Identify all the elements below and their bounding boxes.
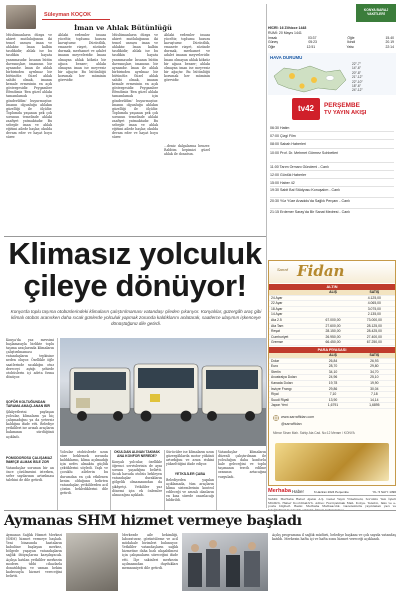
prayer-badge <box>356 4 396 22</box>
prayer-box <box>268 4 396 52</box>
tv-schedule-item: 21:15 Erdemer Saray'da Bir Sanat Medresi - Canlı <box>270 210 350 215</box>
date-hijri: HİCRİ: 16 Zilhicce 1448 <box>268 26 307 30</box>
weather-map <box>270 62 350 94</box>
fx-table-row: Euro 28,70 29,80 <box>269 364 395 370</box>
column-section <box>4 4 232 236</box>
globe-icon <box>273 415 279 421</box>
sun-icon <box>299 83 304 88</box>
prayer-table <box>268 36 394 49</box>
imprint-brand-suffix: Haber <box>292 489 304 494</box>
fx-table-row: Riyal 7,10 7,18 <box>269 392 395 398</box>
gold-table-row: Reşat 28.150,00 28.425,00 <box>269 329 395 335</box>
story-col4-text-2: Belediyeden yapılan açıklamada, tüm araçların klima sistemlerinin kontrol edileceği ve arızalı olanların en kısa sürede onarılacağı bildirildi. <box>166 478 214 503</box>
gold-table-row: 22 Ayar 4.065,00 <box>269 301 395 307</box>
story-text-2: Şikâyetlerini paylaşan yolcular, klimaların ya hiç çalışmadığını ya da yetersiz kaldığını ifade etti. Belediye yetkilileri ise arızalı araçların bakımının sürdüğünü açıkladı. <box>6 410 54 439</box>
column-text-3: Müslümanların dünya ve ahiret mutluluğunun iki temel unsuru iman ve ahlaktır. İman kalbin tasdikidir; ahlak ise bu tasdikin hayata yansımasıdır. İnsanın bütün davranışları imanının bir aynasıdır. İman ile ahlak birbirinden ayrılmaz bir bütündür. Güzel ahlak sahibi olmak, imanın kemale ermesinin en açık göstergesidir. Peygamber Efendimiz 'Ben güzel ahlakı tamamlamak için gönderildim' buyurmuştur. İmanın olgunluğu ahlakın güzelliği ile ölçülür. Toplumda yaşanan pek çok sorunun temelinde ahlaki zaafiyet yatmaktadır. Bu sebeple iman ve ahlak eğitimi ailede başlar, okulda devam eder ve hayat boyu sürer. <box>112 33 158 140</box>
gold-table-row: Gremse 66.450,00 67.250,00 <box>269 340 395 346</box>
gold-brand-small: Sarraf <box>277 267 288 272</box>
story-subhead-2: POMODOROSU ÇALIŞAMAZ İNMEÇE ALMAK BİLE ZOR <box>6 456 53 465</box>
headline-deck: Konya'da toplu taşıma otobüslerindeki klimaların çalıştırılmaması vatandaşı çileden çıkarıyor. Konyalılar, güzergâh araç gibi klimalı otobüs aranırken daha sıcak günlerde yolculuk yapmak zorunda kaldıklarını anlatarak, saatlerce ulaşımın işkenceye dönüştüğünü dile getirdi. <box>10 309 262 327</box>
story-text-1: Konya'da yaz mevsimi başlamasıyla birlikte toplu taşıma araçlarında klimaların çalıştırılmaması vatandaşların tepkisine neden oluyor. Özellikle öğle saatlerinde sıcaklığın otuz dereceyi aştığı şehirde otobüslerin içi adeta fırına dönüyor. <box>6 338 54 379</box>
fx-table-row: Dolar 26,84 26,93 <box>269 359 395 365</box>
story-col3-subhead: OKULDAN ALINAN TAKMAK ANA KONFOR NEREDE? <box>114 450 160 459</box>
weather-title: HAVA DURUMU <box>270 55 303 60</box>
sun-icon <box>289 73 295 79</box>
tv-schedule-item: 20:30 Yüz Yüze Anadolu'da Sağlık Perçanı - Canlı <box>270 198 394 209</box>
tv-schedule <box>270 124 394 220</box>
headline-line-1: Klimasız yolculuk <box>8 236 262 271</box>
fx-title: PARA PİYASASI <box>269 347 395 353</box>
author-name: Süleyman KOÇOK <box>44 12 92 18</box>
fx-table-row: İsviçre Frangı 29,86 30,04 <box>269 387 395 393</box>
column-text-1: Müslümanların dünya ve ahiret mutluluğunun iki temel unsuru iman ve ahlaktır. İman kalbin tasdikidir; ahlak ise bu tasdikin hayata yansımasıdır. İnsanın bütün davranışları imanının bir aynasıdır. İman ile ahlak birbirinden ayrılmaz bir bütündür. Güzel ahlak sahibi olmak, imanın kemale ermesinin en açık göstergesidir. Peygamber Efendimiz 'Ben güzel ahlakı tamamlamak için gönderildim' buyurmuştur. İmanın olgunluğu ahlakın güzelliği ile ölçülür. Toplumda yaşanan pek çok sorunun temelinde ahlaki zaafiyet yatmaktadır. Bu sebeple iman ve ahlak eğitimi ailede başlar, okulda devam eder ve hayat boyu sürer. <box>6 33 52 140</box>
imprint-text: Sahibi: Merhaba Haber Ajansı A.Ş. Genel Yayın Yönetmeni, Sorumlu Yazı İşleri Müdürü, Haber Koordinatörü. Adres: Fevziçakmak Mah. Konya. Telefon, faks ve e-posta bilgileri. Baskı: Merhaba Matbaacılık. Gazetemizde yayınlanan yazı ve fotoğrafların her hakkı saklıdır. İzinsiz kullanılamaz. <box>268 497 396 513</box>
fx-table-row: Suudi Riyali 13,90 14,14 <box>269 398 395 404</box>
bottom-text-1: Aymanas Sağlık Hizmet Merkezi (SHM) hizmet vermeye başladı. Yeni binasında hastaların kabulüne başlayan merkez, bölgede yaşayan vatandaşların sağlık ihtiyaçlarını karşılayacak. Açılışa katılan yetkililer merkezin modern tıbbi cihazlarla donatıldığını ve uzman hekim kadrosuyla hizmet vereceğini belirtti. <box>6 533 62 578</box>
tv-label: TV YAYIN AKIŞI <box>324 110 367 116</box>
imprint-date: 6 Haziran 2024 Perşembe <box>314 490 349 494</box>
tv-logo: tv42 <box>292 98 320 120</box>
column-divider <box>266 4 267 508</box>
cloud-icon <box>326 76 334 81</box>
column-divider <box>216 450 217 510</box>
column-divider <box>110 450 111 510</box>
column-text-2: Ahlaki erdemler insanı yüceltir, toplumu huzura kavuşturur. Dürüstlük, emanete riayet, sözünde durmak, merhamet ve adalet imanın meyveleridir. İmanı olmayan ahlak köksüz bir ağaca benzer; ahlakı olmayan iman ise meyvesiz bir ağaçtır. Bu bütünlüğü korumak her müminin görevidir. <box>58 33 106 83</box>
imprint-issue: YIL: 5 SAYI: 1396 <box>372 490 396 494</box>
headline-line-2: çileye dönüyor! <box>23 268 247 303</box>
gold-table-row: Ata 2.5 67.000,00 73.000,00 <box>269 318 395 324</box>
gold-table-row: Cumhuriyet 26.950,00 27.400,00 <box>269 335 395 341</box>
story-col5-text: Vatandaşlar klimaların düzenli çalıştırılması ile yolculuğun daha konforlu hale geleceğini ve toplu taşımanın tercih edilme oranının artacağını vurguladı. <box>218 450 266 479</box>
tv-schedule-item: 19:30 Sabit Bal Stüdyosu Konuşalım - Canlı <box>270 187 394 198</box>
gold-table-row: Ata Tam 27.600,00 28.125,00 <box>269 324 395 330</box>
gold-table-header: ALIŞ SATIŞ <box>269 290 395 296</box>
column-text-5: ...deniz dalgalarına benzer. Rabbim hepimizi güzel ahlak ile donatsın. <box>164 144 210 157</box>
gold-social[interactable]: @sarraffidan <box>281 422 302 426</box>
gold-title: ALTIN <box>269 284 395 290</box>
column-title: İman ve Ahlak Bütünlüğü <box>74 24 172 32</box>
bus-illustration <box>60 338 266 446</box>
bottom-text-2: Merkezde aile hekimliği, laboratuvar, görüntüleme ve acil müdahale birimleri bulunuyor. Yetkililer vatandaşların sağlık hizmetine daha hızlı ulaşabilmesi için çalışmaların süreceğini ifade etti. İlçe sakinleri merkezin açılmasından duydukları memnuniyeti dile getirdi. <box>122 533 178 570</box>
bottom-photo-illustration <box>182 533 268 591</box>
tv-day: PERŞEMBE <box>324 102 360 109</box>
gold-image <box>275 443 389 481</box>
story-col4-subhead: YETKİLİLER ÇABA <box>174 472 206 476</box>
bottom-photo-1 <box>66 533 118 591</box>
prayer-badge-line2: VAKİTLERİ <box>367 12 385 16</box>
gold-ad-header <box>269 261 395 283</box>
imprint-brand: Merhaba <box>268 488 292 494</box>
fx-table-row: Japon Yeni 1,6791 1,6895 <box>269 403 395 409</box>
gold-table-row: 14 Ayar 2.135,00 <box>269 312 395 318</box>
bottom-headline: Aymanas SHM hizmet vermeye başladı <box>4 512 302 529</box>
bottom-text-3: Açılış programına il sağlık müdürü, belediye başkanı ve çok sayıda vatandaş katıldı. Merkezin hafta içi ve hafta sonu hizmet vereceği açıklandı. <box>272 533 396 542</box>
prayer-row: Güneş 05:23 İkindi 20.19 <box>268 40 394 45</box>
tv-schedule-item: 08:00 Sabah Haberleri <box>270 140 394 148</box>
author-rule <box>42 19 110 20</box>
gold-ad <box>268 260 396 486</box>
gold-ad-footer <box>269 411 395 485</box>
prayer-row: Öğle 12:51 Yatsı 22:14 <box>268 44 394 49</box>
tv-schedule-item: 15:00 Haber 42 <box>270 179 394 187</box>
date-rumi: RUMİ: 20 Mayıs 1441 <box>268 31 302 35</box>
section-divider <box>4 510 396 511</box>
tv-schedule-item: 10:00 Prof. Dr. Mehmet Görmez Sohbetleri <box>270 149 394 163</box>
story-col3-text: Konyalı yolcular, özellikle öğrenci servislerinin de aynı sorunu yaşadığını belirtti. Sıcak havada otobüs bekleyen vatandaşlar durakların gölgelik olmamasından da şikâyetçi. Yetkililer yaz dönemi için ek önlemler alınacağını açıkladı. <box>112 460 162 497</box>
weather-box <box>268 53 396 95</box>
gold-table <box>269 290 395 346</box>
gold-table-row: 18 Ayar 3.075,00 <box>269 307 395 313</box>
tv-schedule-item: 06:30 Hatim <box>270 124 394 132</box>
fx-table-header: ALIŞ SATIŞ <box>269 353 395 359</box>
fx-table-row: Sterlin 34,10 34,70 <box>269 370 395 376</box>
main-headline <box>4 238 266 306</box>
gold-website[interactable]: www.sarraffidan.com <box>281 415 315 419</box>
author-photo <box>6 5 36 29</box>
gold-brand: Fidan <box>297 262 345 280</box>
tv-schedule-item: 11:00 Tarım Ormanı Gündemi - Canlı <box>270 163 394 171</box>
column-divider <box>164 450 165 510</box>
tv-schedule-item: 07:00 Çizgi Film <box>270 132 394 140</box>
weather-temps: 22°-7° 14°-6° 20°-8° 21°-12° 22°-10° 18°-6° 24°-12° <box>352 62 363 93</box>
story-text-3: Vatandaşlar sorunun bir an önce çözülmesini isterken, sefer sayılarının artırılması talebini de dile getirdi. <box>6 466 54 483</box>
prayer-row: İmsak 03:37 Öğle 15.40 <box>268 36 394 40</box>
fx-table <box>269 353 395 409</box>
story-subhead-1: ŞOFÖR KOLTUĞUNDAN TARAMA AMAÇLANAN BİR <box>6 400 50 409</box>
story-col4-text: Sürücüler ise klimaların uzun güzergâhlarda motor yükünü artırdığını ve arıza riskini yükselttiğini ifade ediyor. <box>166 450 214 467</box>
column-text-4: Ahlaki erdemler insanı yüceltir, toplumu huzura kavuşturur. Dürüstlük, emanete riayet, sözünde durmak, merhamet ve adalet imanın meyveleridir. İmanı olmayan ahlak köksüz bir ağaca benzer; ahlakı olmayan iman ise meyvesiz bir ağaçtır. Bu bütünlüğü korumak her müminin görevidir. <box>164 33 210 83</box>
bus-photo <box>60 338 266 446</box>
sun-icon <box>311 77 317 83</box>
column-divider <box>57 338 58 510</box>
bottom-photo-2 <box>182 533 268 591</box>
prayer-badge-line1: KONYA BARAJ <box>363 8 389 12</box>
section-divider <box>4 236 266 237</box>
fx-table-row: Avustralya Doları 24,96 25,10 <box>269 375 395 381</box>
gold-address: Mimar Sinan Mah. Sahip Ata Cad. No:12 Meram / KONYA <box>273 431 355 435</box>
tv-schedule-item: 12:00 Günlük Haberler <box>270 171 394 179</box>
imprint-header <box>268 488 396 496</box>
fx-table-row: Kanada Doları 19,78 19,90 <box>269 381 395 387</box>
tv-box <box>268 96 396 258</box>
story-col2-text: Yolcular otobüslerde uzun süre beklemek zorunda kaldıklarını, klima açılmadığı için nefes almakta güçlük çektiklerini söyledi. Yaşlı ve çocuklu ailelerin bu durumdan en çok etkilenen kesim olduğunu belirten vatandaşlar, yetkililerden acil çözüm beklediklerini dile getirdi. <box>60 450 108 495</box>
gold-table-row: 24 Ayar 4.125,00 <box>269 296 395 302</box>
